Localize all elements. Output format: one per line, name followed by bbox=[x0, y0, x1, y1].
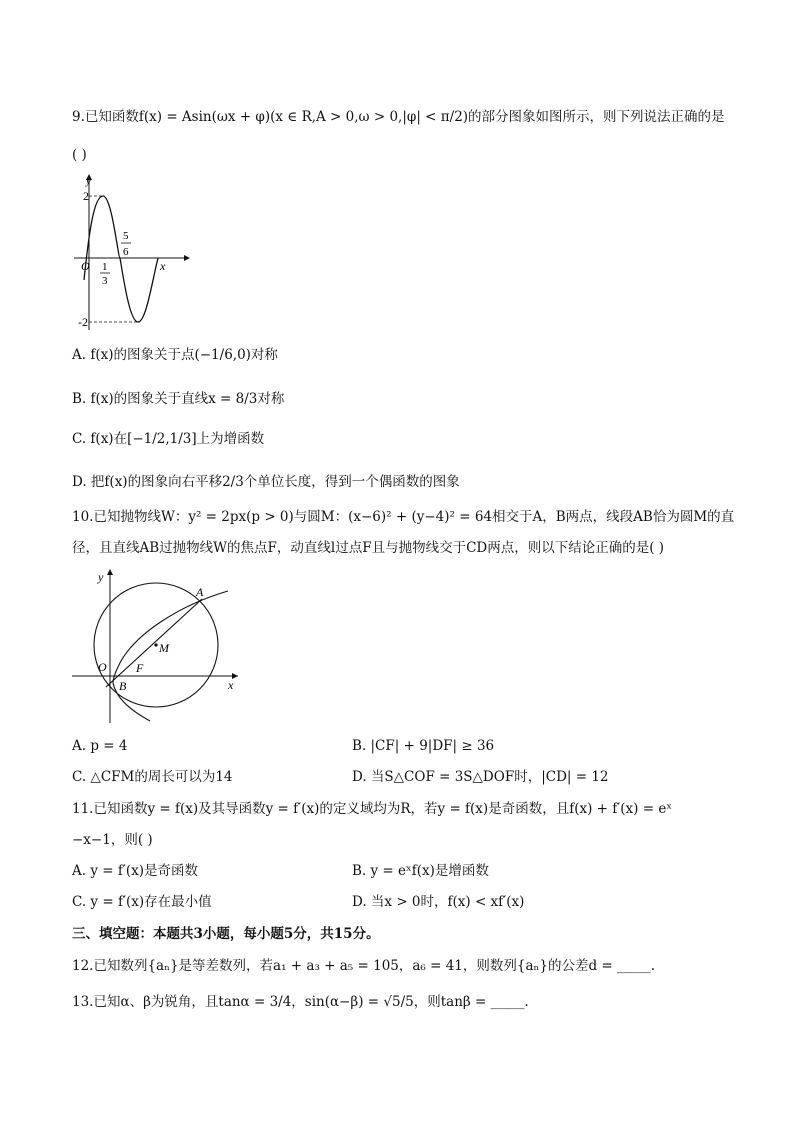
q13-stem: 13.已知α、β为锐角，且tanα = 3/4，sin(α−β) = √5/5，则tanβ = _____. bbox=[72, 994, 529, 1010]
q9-graph-tick2-den: 6 bbox=[123, 246, 129, 258]
q10-graph-point-m-label: M bbox=[159, 641, 169, 655]
q9-graph-origin-label: O bbox=[81, 259, 90, 273]
q9-graph-tick1-num: 1 bbox=[102, 261, 108, 273]
q9-option-a: A. f(x)的图象关于点(−1/6,0)对称 bbox=[72, 347, 278, 363]
q11-stem-line1: 11.已知函数y = f(x)及其导函数y = f′(x)的定义域均为R，若y = f(x)是奇函数，且f(x) + f′(x) = eˣ bbox=[72, 801, 673, 817]
q9-graph-tick2-num: 5 bbox=[123, 230, 129, 242]
q9-graph-tick1-den: 3 bbox=[102, 275, 108, 287]
q10-graph-x-label: x bbox=[228, 678, 234, 692]
q9-stem-line2: ( ) bbox=[72, 147, 87, 163]
q9-graph-x-label: x bbox=[160, 259, 166, 273]
q9-option-b: B. f(x)的图象关于直线x = 8/3对称 bbox=[72, 391, 285, 407]
q10-graph-point-f-label: F bbox=[136, 661, 144, 675]
q10-stem-line2: 径，且直线AB过抛物线W的焦点F，动直线l过点F且与抛物线交于CD两点，则以下结论正确的是( ) bbox=[72, 540, 665, 556]
q11-stem-line2: −x−1，则( ) bbox=[72, 832, 153, 848]
q11-option-b: B. y = eˣf(x)是增函数 bbox=[352, 863, 489, 879]
q9-graph-max-label: 2 bbox=[83, 189, 89, 203]
q10-option-c: C. △CFM的周长可以为14 bbox=[72, 769, 233, 785]
section-3-heading: 三、填空题：本题共3小题，每小题5分，共15分。 bbox=[72, 926, 380, 942]
q10-graph-point-a-label: A bbox=[196, 585, 204, 599]
q10-graph-point-b-label: B bbox=[119, 679, 127, 693]
q11-option-d: D. 当x > 0时，f(x) < xf′(x) bbox=[352, 894, 525, 910]
q9-sine-graph bbox=[72, 172, 192, 332]
q10-graph-y-label: y bbox=[98, 570, 104, 584]
q9-graph-min-label: -2 bbox=[78, 315, 88, 329]
q10-option-b: B. |CF| + 9|DF| ≥ 36 bbox=[352, 738, 495, 754]
q10-option-a: A. p = 4 bbox=[72, 738, 128, 754]
q10-parabola-circle-graph bbox=[70, 565, 245, 725]
q9-option-c: C. f(x)在[−1/2,1/3]上为增函数 bbox=[72, 431, 265, 447]
q11-option-c: C. y = f′(x)存在最小值 bbox=[72, 894, 212, 910]
q10-graph-origin-label: O bbox=[98, 660, 107, 674]
q10-stem-line1: 10.已知抛物线W：y² = 2px(p > 0)与圆M：(x−6)² + (y−4)² = 64相交于A，B两点，线段AB恰为圆M的直 bbox=[72, 509, 735, 525]
q9-stem-line1: 9.已知函数f(x) = Asin(ωx + φ)(x ∈ R,A > 0,ω > 0,|φ| < π/2)的部分图象如图所示，则下列说法正确的是 bbox=[72, 109, 725, 125]
q9-option-d: D. 把f(x)的图象向右平移2/3个单位长度，得到一个偶函数的图象 bbox=[72, 474, 460, 490]
q10-option-d: D. 当S△COF = 3S△DOF时，|CD| = 12 bbox=[352, 769, 609, 785]
q9-graph-y-label: y bbox=[86, 175, 91, 187]
q11-option-a: A. y = f′(x)是奇函数 bbox=[72, 863, 199, 879]
q12-stem: 12.已知数列{aₙ}是等差数列，若a₁ + a₃ + a₅ = 105，a₆ = 41，则数列{aₙ}的公差d = _____. bbox=[72, 958, 656, 974]
